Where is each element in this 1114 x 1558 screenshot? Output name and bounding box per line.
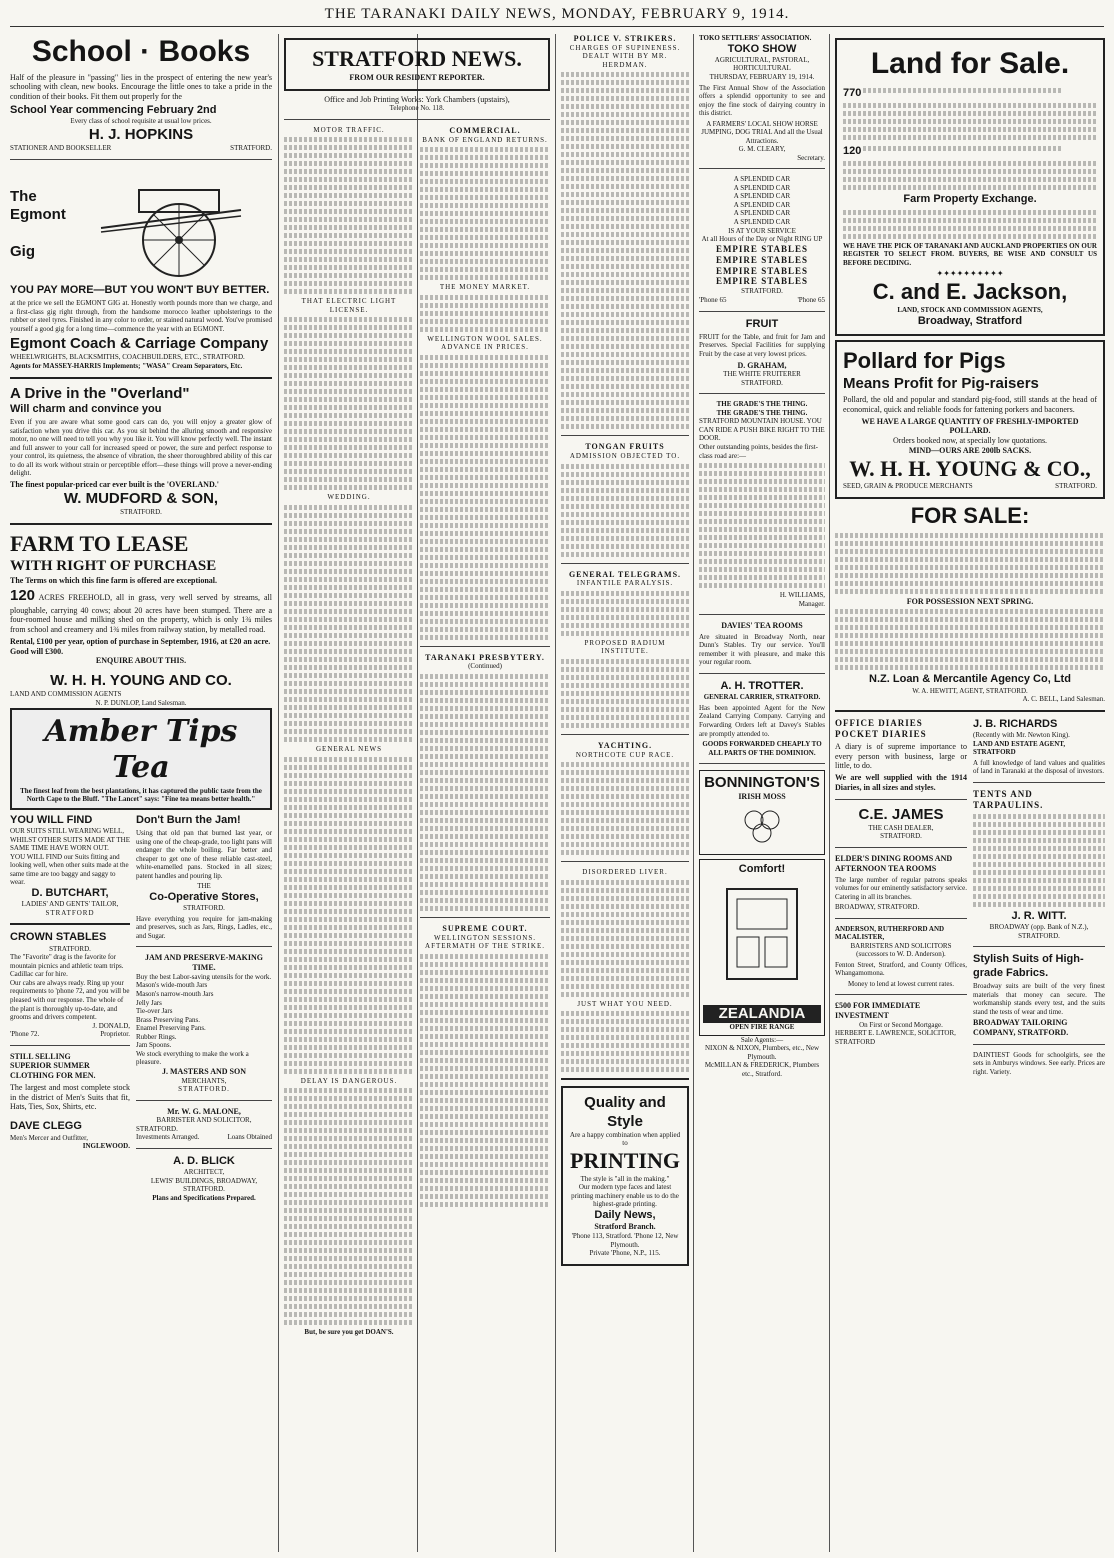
mcmillan: McMILLAN & FREDERICK, Plumbers etc., Stratford. [704,1061,820,1078]
body-text [561,591,689,636]
toko-sub: AGRICULTURAL, PASTORAL, HORTICULTURAL [714,55,810,73]
butchart-town: STRATFORD [45,908,95,917]
jackson-sub: LAND, STOCK AND COMMISSION AGENTS, [897,305,1043,314]
supreme-heading: SUPREME COURT. [442,924,528,934]
farm-acres: 120 [10,587,36,605]
mountain-text2: Other outstanding points, besides the first-class road are:— [699,442,818,460]
toko-sec: G. M. CLEARY, [738,145,786,154]
trotter-text: Has been appointed Agent for the New Zealand Carrying Company. Carrying and Forwarding Orders left at Davey's Stables are promptly attended to. [699,703,825,738]
hewitt-line: W. A. HEWITT, AGENT, STRATFORD. [912,686,1028,695]
pollard-mind: MIND—OURS ARE 200lb SACKS. [908,445,1032,455]
pollard-sub: Means Profit for Pig-raisers [843,374,1039,392]
tailoring-line: BROADWAY TAILORING COMPANY, STRATFORD. [973,1018,1069,1038]
col2-right [420,126,550,1337]
williams-sub: Manager. [798,599,825,608]
coach-agents: Agents for MASSEY-HARRIS Implements; "WASA" Cream Separators, Etc. [10,361,243,370]
young-sub: LAND AND COMMISSION AGENTS [10,690,122,699]
car-line: A SPLENDID CAR [733,183,791,192]
find-text: OUR SUITS STILL WEARING WELL, WHILST OTHER SUITS MADE AT THE SAME TIME HAVE WORN OUT. [10,827,130,853]
blick-sub: ARCHITECT, [183,1168,225,1177]
butchart-name: D. BUTCHART, [31,886,109,899]
toko-secretary: Secretary. [797,153,825,162]
masthead-rule [10,26,1104,27]
forsale-title: FOR SALE: [910,502,1030,528]
money-lent: Money to lend at lowest current rates. [848,979,954,988]
farm-terms: The Terms on which this fine farm is offered are exceptional. [10,575,218,585]
coop-name: Co-Operative Stores, [149,890,259,903]
car-line: A SPLENDID CAR [733,209,791,218]
diary-supply: We are well supplied with the 1914 Diaries, in all sizes and styles. [835,773,967,792]
list-item: Rubber Rings. [136,1032,177,1041]
sessions-heading: WELLINGTON SESSIONS. [434,933,536,942]
col5-left [835,718,967,1079]
nixon: NIXON & NIXON, Plumbers, etc., New Plymouth. [704,1044,820,1061]
richards-text: A full knowledge of land values and qualities of land in Taranaki at the disposal of investors. [973,758,1105,776]
land-acres-2: 120 [843,145,862,157]
daily-private: Private 'Phone, N.P., 115. [589,1249,661,1258]
advance-heading: ADVANCE IN PRICES. [441,343,529,352]
largest-text: The largest and most complete stock in the district of Men's Suits that fit, Hats, Ties, Sox, Shirts, etc. [10,1082,130,1112]
body-text [835,609,1105,670]
daily-phone1: 'Phone 113, Stratford. [571,1232,633,1241]
jam-list [136,981,272,1049]
stables-phone: 'Phone 65 [797,295,825,304]
overland-line: The finest popular-priced car ever built is the 'OVERLAND.' [10,479,219,489]
richards-name: J. B. RICHARDS [973,717,1058,730]
elders-text: The large number of regular patrons speaks volumes for our eminently satisfactory service. Catering in all its branches. [835,875,967,901]
zealandia-title: ZEALANDIA [703,1005,821,1023]
williams-name: H. WILLIAMS, [779,591,825,600]
zealandia-ad [699,859,825,1036]
service-sub: At all Hours of the Day or Night RING UP [701,235,823,244]
pocket-diaries: POCKET DIARIES [835,728,927,739]
whyoung-town: STRATFORD. [1055,482,1097,491]
pick-text: WE HAVE THE PICK OF TARANAKI AND AUCKLAND PROPERTIES ON OUR REGISTER TO SELECT FROM. BUYERS, BE WISE AND CONSULT US BEFORE DECIDING. [843,241,1097,267]
column-rule [693,34,694,1552]
body-text [843,103,1097,140]
masthead: THE TARANAKI DAILY NEWS, MONDAY, FEBRUARY 9, 1914. [324,6,790,22]
farm-enquire: ENQUIRE ABOUT THIS. [95,656,187,666]
bell-line: A. C. BELL, Land Salesman. [1022,695,1105,704]
stables-line: EMPIRE STABLES [715,254,809,265]
col1-split [10,814,272,1203]
bonningtons-ad [699,770,825,855]
electric-heading: THAT ELECTRIC LIGHT LICENSE. [301,297,397,314]
column-2 [284,34,550,1552]
crown-text2: Our cabs are always ready. Ring up your requirements to 'phone 72, and you will be pleased with our response. The whole of the plant is thoroughly up-to-date, and grooms and drivers competent. [10,978,130,1022]
telegrams-heading: GENERAL TELEGRAMS. [568,569,682,579]
mountain-text: STRATFORD MOUNTAIN HOUSE. YOU CAN RIDE A PUSH BIKE RIGHT TO THE DOOR. [699,417,825,443]
daily-news: Daily News, [594,1208,656,1221]
jam-title: Don't Burn the Jam! [136,813,241,826]
masters-town: STRATFORD. [178,1085,230,1094]
broadway-line: BROADWAY, STRATFORD. [835,903,920,912]
masters-name: J. MASTERS AND SON [161,1066,246,1076]
crown-phone-row [10,1030,130,1039]
list-item: Tie-over Jars [136,1007,173,1016]
overland-subtitle: Will charm and convince you [10,402,162,415]
body-text [420,954,550,1207]
masters-sub: MERCHANTS, [181,1076,227,1085]
doans-line: But, be sure you get DOAN'S. [304,1328,394,1337]
stylish-title: Stylish Suits of High-grade Fabrics. [973,953,1084,979]
invest-sub: On First or Second Mortgage. [859,1020,943,1029]
cejames-sub: THE CASH DEALER, [868,823,934,832]
hopkins-town: STRATFORD. [230,144,272,153]
body-text [284,1088,414,1325]
column-4 [699,34,825,1552]
toko-show: TOKO SHOW [727,42,797,55]
dealt-heading: DEALT WITH BY MR. HERDMAN. [582,52,668,69]
blick-plans: Plans and Specifications Prepared. [152,1193,256,1202]
jrwitt-addr: BROADWAY (opp. Bank of N.Z.), STRATFORD. [989,923,1089,940]
richards-land: LAND AND ESTATE AGENT, STRATFORD [973,739,1066,757]
jam-text: Using that old pan that burned last year, or using one of the cheap-grade, too light pans will endanger the whole boiling. Far better and cheaper to get one of these reliable cast-steel, white-enamelled pans. Stocked in all sizes; patent handles and pouring lip. [136,829,272,880]
elders-title: ELDER'S DINING ROOMS AND AFTERNOON TEA ROOMS [835,854,953,873]
column-3 [561,34,689,1552]
body-text [699,463,825,588]
just-heading: JUST WHAT YOU NEED. [577,999,673,1008]
delay-heading: DELAY IS DANGEROUS. [300,1076,398,1085]
northcote-heading: NORTHCOTE CUP RACE. [575,750,675,759]
anderson-sub2: (successors to W. D. Anderson). [856,950,946,959]
malone-loans: Loans Obtained [227,1133,272,1142]
body-text [835,533,1105,594]
general-heading: GENERAL NEWS [316,744,382,753]
range-illustration [712,879,812,999]
office-diaries: OFFICE DIARIES [835,717,923,728]
daily-sub: Stratford Branch. [594,1222,656,1232]
grade-line: THE GRADE'S THE THING. [716,400,808,409]
daily-phones [569,1232,681,1249]
clothing-line: CLOTHING FOR MEN. [10,1071,96,1081]
jam-stock: We stock everything to make the work a pleasure. [136,1049,249,1067]
malone-name: Mr. W. G. MALONE, [167,1106,241,1116]
toko-heading: TOKO SETTLERS' ASSOCIATION. [699,34,812,42]
printing-text: Our modern type faces and latest printing machinery enable us to do the highest-grade printing. [571,1183,679,1209]
pollard-text: Pollard, the old and popular and standard pig-food, still stands at the head of economical, quick and reliable foods for fattening porkers and baconers. [843,395,1097,414]
stables-line: EMPIRE STABLES [715,265,809,276]
anderson-sub: BARRISTERS AND SOLICITORS [850,941,952,950]
hopkins-details [10,144,272,153]
list-item: Jam Spoons. [136,1041,172,1050]
list-item: Enamel Preserving Pans. [136,1024,206,1033]
fruit-text: FRUIT for the Table, and fruit for Jam and Preserves. Special Facilities for supplying Fruit by the case at very lowest prices. [699,332,825,358]
zealandia-sub: OPEN FIRE RANGE [729,1023,795,1032]
farm-text [10,587,272,635]
jackson-name: C. and E. Jackson, [872,279,1068,305]
davies-text: Are situated in Broadway North, near Dunn's Stables. Try our service. You'll remember it with pleasure, and make this your regular room. [699,632,825,667]
invest-line: £500 FOR IMMEDIATE INVESTMENT [835,1001,921,1021]
printing-ad [561,1086,689,1265]
body-text [420,295,550,332]
body-text [284,757,414,1074]
body-text [561,1011,689,1072]
young-sub2: N. P. DUNLOP, Land Salesman. [95,699,187,707]
column-rule [278,34,279,1552]
ornament: ✦✦✦✦✦✦✦✦✦✦ [936,269,1004,279]
land-acres-1: 770 [843,86,862,99]
continued: (Continued) [468,662,502,671]
farm-rental: Rental, £100 per year, option of purchase in September, 1916, at £20 an acre. Good will £300. [10,636,271,656]
pollard-orders: Orders booked now, at specially low quotations. [892,436,1048,446]
col1-left [10,814,130,1203]
nzloan-name: N.Z. Loan & Mercantile Agency Co, Ltd [869,673,1071,686]
printing-sub: The style is "all in the making." [580,1174,670,1183]
column-1 [10,34,272,1552]
coach-sub: WHEELWRIGHTS, BLACKSMITHS, COACHBUILDERS, ETC., STRATFORD. [10,353,245,362]
malone-row [136,1133,272,1142]
car-lines [699,175,825,226]
dainty-text: DAINTIEST Goods for schoolgirls, see the sets in Amburys windows. See early. Prices are right. Variety. [973,1050,1105,1076]
land-entry-2 [843,143,1097,158]
body-text [420,355,550,640]
whyoung-row [843,482,1097,491]
stables-phone: 'Phone 65 [699,295,727,304]
column-rule [555,34,556,1552]
crown-title: CROWN STABLES [10,931,107,944]
jackson-town: Broadway, Stratford [917,314,1023,327]
col2-split [284,126,550,1337]
exchange-title: Farm Property Exchange. [903,193,1037,206]
stables-lines [699,244,825,288]
reporter-line: FROM OUR RESIDENT REPORTER. [349,72,485,82]
clegg-sub: Men's Mercer and Outfitter, [10,1133,88,1142]
police-heading: POLICE V. STRIKERS. [573,34,677,43]
cejames-town: STRATFORD. [880,832,922,841]
body-text [420,147,550,280]
fruit-title: FRUIT [745,317,779,330]
clegg-town: INGLEWOOD. [82,1142,130,1151]
tongan-heading: TONGAN FRUITS [585,442,665,452]
jam-making-title: JAM AND PRESERVE-MAKING TIME. [145,953,263,973]
whyoung-name: W. H. H. YOUNG & CO., [849,455,1091,481]
list-item: Mason's narrow-mouth Jars [136,990,214,998]
crown-town: STRATFORD. [49,944,91,953]
body-text [561,762,689,855]
malone-sub: BARRISTER AND SOLICITOR, [156,1116,252,1125]
clover-icon [732,805,792,845]
body-text [561,880,689,997]
radium-heading: PROPOSED RADIUM INSTITUTE. [584,638,666,656]
toko-date: THURSDAY, FEBRUARY 19, 1914. [709,73,815,81]
hopkins-name: H. J. HOPKINS [88,125,194,143]
pollard-title: Pollard for Pigs [843,347,1006,373]
school-books-title: School · Books [31,35,251,68]
blick-addr: LEWIS' BUILDINGS, BROADWAY, STRATFORD. [150,1176,258,1194]
crown-text: The "Favorite" drag is the favorite for mountain picnics and athletic team trips. Cadillac car for hire. [10,953,124,979]
school-books-text: Half of the pleasure in "passing" lies in the prospect of entering the new year's schooling with clean, new books. Encourage the little ones to take a pride in the condition of their books. Fit them out properly for the [10,72,272,102]
col2-left [284,126,414,1337]
graham-town: STRATFORD. [741,378,783,387]
list-item: Mason's wide-mouth Jars [136,981,208,990]
jam-making-text: Buy the best Labor-saving utensils for the work. [136,972,272,981]
davies-title: DAVIES' TEA ROOMS [721,621,803,631]
wool-heading: WELLINGTON WOOL SALES. [427,334,543,343]
whyoung-sub: SEED, GRAIN & PRODUCE MERCHANTS [843,482,973,491]
body-text [561,659,689,728]
toko-text: The First Annual Show of the Association offers a splendid opportunity to see and enjoy the fine stock of dairying country in this district. [699,83,825,118]
body-text [843,210,1097,239]
bonn-title: BONNINGTON'S [704,774,820,792]
stables-phone-row [699,296,825,305]
admission-heading: ADMISSION OBJECTED TO. [569,452,681,461]
egmont-gig-heading [10,188,70,261]
list-item: Jelly Jars [136,998,162,1007]
mudford-name: W. MUDFORD & SON, [63,489,219,507]
amber-tips-title: Amber Tips Tea [44,713,238,786]
trotter-name: A. H. TROTTER. [720,679,804,692]
stylish-text: Broadway suits are built of the very finest materials that money can secure. The workmanship stands every test, and the suits stand the tests of wear and time. [973,982,1105,1016]
blick-name: A. D. BLICK [173,1154,235,1167]
school-year-heading: School Year commencing February 2nd [10,103,217,116]
superior-line: SUPERIOR SUMMER [10,1061,90,1071]
coop-the: THE [197,882,211,891]
crown-prop: J. DONALD, [92,1021,130,1030]
egmont-gig: Gig [10,242,35,260]
hopkins-sub: STATIONER AND BOOKSELLER [10,144,112,153]
telephone-line: Telephone No. 118. [389,104,445,113]
gig-text: at the price we sell the EGMONT GIG at. Honestly worth pounds more than we charge, and a first-class gig right through, from the handsome morocco leather upholsterings to the rubber or steel tyres. Finished in any color to order, or stained natural wood. You've promised yourself a good gig for a long time—commence the year with an EGMONT. [10,299,272,333]
trotter-sub: GENERAL CARRIER, STRATFORD. [703,693,821,702]
charges-heading: CHARGES OF SUPINENESS. [569,43,681,52]
school-requisites: Every class of school requisite at usual low prices. [70,117,212,126]
malone-inv: Investments Arranged. [136,1133,200,1142]
bonn-sub: IRISH MOSS [738,792,786,802]
car-line: A SPLENDID CAR [733,217,791,226]
crown-phone: 'Phone 72. [10,1030,40,1039]
sale-agents: Sale Agents:— [740,1035,784,1044]
young-co-name: W. H. H. YOUNG AND CO. [50,672,232,690]
cejames-name: C.E. JAMES [858,805,944,823]
body-text [973,814,1105,907]
land-title: Land for Sale. [870,47,1070,80]
car-line: A SPLENDID CAR [733,192,791,201]
stables-line: EMPIRE STABLES [715,243,809,254]
stables-town: STRATFORD. [741,287,783,296]
quality-sub: Are a happy combination when applied to [569,1130,681,1148]
aftermath-heading: AFTERMATH OF THE STRIKE. [425,942,545,951]
car-line: A SPLENDID CAR [733,175,791,184]
clegg-name: DAVE CLEGG [10,1120,82,1133]
toko-farmers: A FARMERS' LOCAL SHOW HORSE JUMPING, DOG TRIAL And all the Usual Attractions. [701,119,823,145]
stratford-news-box [284,38,550,91]
farm-text-body: ACRES FREEHOLD, all in grass, very well served by streams, all ploughable, carrying 40 cows; about 20 acres have been stumped. There are a four-roomed house and milking shed on the property, which is only 1¾ miles from school and creamery and 1¾ miles from railway station, by metalled road. [10,593,272,635]
body-text [561,72,689,429]
egmont-coach-company: Egmont Coach & Carriage Company [10,335,269,353]
wedding-heading: WEDDING. [327,493,371,502]
amber-tips-sub: The finest leaf from the best plantations, it has captured the public taste from the North Cape to the Bluff. "The Lancet" says: "Fine tea means better health." [20,786,262,804]
egmont-gig-ad [10,166,272,284]
body-text [561,464,689,557]
tents-title: TENTS AND TARPAULINS. [973,789,1044,810]
malone-town: STRATFORD. [136,1124,178,1133]
quality-title: Quality and Style [584,1094,666,1130]
grade-line: THE GRADE'S THE THING. [716,408,808,417]
stables-line: EMPIRE STABLES [715,276,809,287]
col5-right [973,718,1105,1079]
body-text [284,317,414,490]
money-heading: THE MONEY MARKET. [439,283,531,292]
trotter-goods: GOODS FORWARDED CHEAPLY TO ALL PARTS OF THE DOMINION. [702,740,822,757]
farm-title: FARM TO LEASE [10,530,189,556]
overland-text: Even if you are aware what some good cars can do, you will enjoy a greater glow of satisfaction when you drive this car. As you sit behind the alluring smooth and responsive motor, no one will need to tell you why you like it. You will know perfectly well. The instant and full answer to your call for increased speed or power, the sure and perfect response to your control, its quietness, the absence of vibration, the sheer thoroughbred ability of this car to do all its work without strain or perceptible effort—these things will prove a never-ending delight. [10,418,272,478]
pay-more-heading: YOU PAY MORE—BUT YOU WON'T BUY BETTER. [10,283,270,296]
land-entry-1 [843,85,1097,100]
bank-heading: BANK OF ENGLAND RETURNS. [422,135,548,144]
gig-illustration [91,170,251,280]
land-for-sale-ad [835,38,1105,336]
coop-text: Have everything you require for jam-making and preserves, such as Jars, Rings, Ladles, etc., and Sugar. [136,914,272,940]
commercial-heading: COMMERCIAL. [449,125,521,135]
jrwitt-name: J. R. WITT. [1011,909,1067,922]
body-text [284,505,414,742]
anderson-name: ANDERSON, RUTHERFORD AND MACALISTER, [835,924,945,942]
body-text [843,161,1097,190]
body-text [284,137,414,294]
body-text [420,674,550,911]
richards-sub: (Recently with Mr. Newton King). [973,731,1070,740]
comfort-title: Comfort! [738,862,786,875]
graham-name: D. GRAHAM, [737,360,787,370]
graham-sub: THE WHITE FRUITERER [723,370,801,379]
anderson-addr: Fenton Street, Stratford, and County Offices, Whangamomona. [835,960,967,978]
farm-subtitle: WITH RIGHT OF PURCHASE [10,558,217,575]
amber-tips-ad [10,708,272,810]
overland-title: A Drive in the "Overland" [10,384,190,402]
find-title: YOU WILL FIND [10,813,93,826]
pollard-qty: WE HAVE A LARGE QUANTITY OF FRESHLY-IMPORTED POLLARD. [861,416,1079,436]
yachting-heading: YACHTING. [597,740,653,750]
service-line: IS AT YOUR SERVICE [728,226,796,235]
daily-phone2: 'Phone 12, New Plymouth. [610,1232,679,1249]
presbytery-heading: TARANAKI PRESBYTERY. [425,652,545,662]
find-text2: YOU WILL FIND our Suits fitting and looking well, when other suits made at the same time are too baggy and saggy to wear. [10,852,129,887]
butchart-sub: LADIES' AND GENTS' TAILOR, [21,900,119,909]
office-line: Office and Job Printing Works: York Chambers (upstairs), [324,94,510,104]
motor-heading: MOTOR TRAFFIC. [313,125,385,134]
liver-heading: DISORDERED LIVER. [582,868,668,877]
list-item: Brass Preserving Pans. [136,1015,200,1024]
egmont-the: The [10,188,37,206]
column-rule [829,34,830,1552]
selling-line: STILL SELLING [10,1051,71,1061]
pollard-ad [835,340,1105,499]
mudford-town: STRATFORD. [120,507,162,516]
egmont-egmont: Egmont [10,206,66,224]
spring-line: FOR POSSESSION NEXT SPRING. [906,596,1034,606]
diary-text: A diary is of supreme importance to every person with business, large or little, to do. [835,741,967,771]
printing-title: PRINTING [569,1147,680,1173]
lawrence-line: HERBERT E. LAWRENCE, SOLICITOR, STRATFORD [835,1029,956,1046]
col5-split [835,718,1105,1079]
coop-town: STRATFORD. [183,904,225,913]
infantile-heading: INFANTILE PARALYSIS. [576,579,674,588]
col1-right [136,814,272,1203]
crown-proprietor: Proprietor. [100,1030,130,1039]
column-5 [835,34,1105,1552]
stratford-news-title: STRATFORD NEWS. [312,46,522,71]
car-line: A SPLENDID CAR [733,200,791,209]
